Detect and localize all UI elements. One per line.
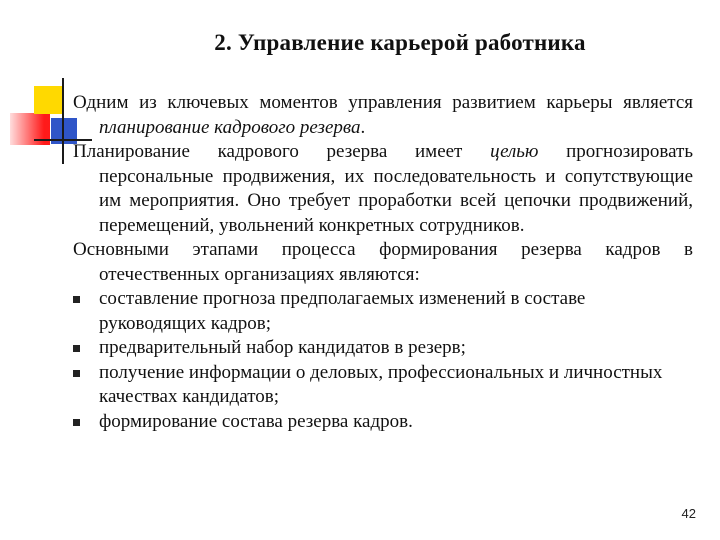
square-bullet-icon bbox=[73, 345, 80, 352]
square-bullet-icon bbox=[73, 296, 80, 303]
list-item-text: составление прогноза предполагаемых изменений в составе руководящих кадров; bbox=[99, 288, 586, 334]
list-item bbox=[73, 336, 693, 361]
square-bullet-icon bbox=[73, 370, 80, 377]
list-item bbox=[73, 361, 693, 410]
slide-title bbox=[0, 30, 720, 56]
square-bullet-icon bbox=[73, 419, 80, 426]
page-number: 42 bbox=[681, 506, 696, 521]
paragraph-1 bbox=[73, 91, 693, 140]
list-item-text: предварительный набор кандидатов в резерв; bbox=[99, 337, 466, 358]
paragraph-3 bbox=[73, 238, 693, 287]
stages-list bbox=[73, 287, 693, 434]
paragraph-2-text-end: прогнозировать персональные продвижения, их последовательность и сопутствующие им мероприятия. Оно требует проработки всей цепочки продвижений, перемещений, увольнений конкретных сотрудников. bbox=[99, 141, 694, 236]
paragraph-1-emphasis: планирование кадрового резерва bbox=[99, 116, 361, 138]
paragraph-2 bbox=[73, 140, 693, 238]
paragraph-3-text: Основными этапами процесса формирования резерва кадров в отечественных организациях являются: bbox=[73, 239, 693, 285]
slide-body bbox=[73, 91, 693, 434]
list-item-text: получение информации о деловых, профессиональных и личностных качествах кандидатов; bbox=[99, 361, 663, 407]
list-item bbox=[73, 410, 693, 435]
paragraph-1-text-end: . bbox=[360, 116, 366, 138]
list-item bbox=[73, 287, 693, 336]
paragraph-2-text: Планирование кадрового резерва имеет bbox=[73, 141, 491, 162]
paragraph-1-text: Одним из ключевых моментов управления развитием карьеры является bbox=[73, 92, 693, 113]
list-item-text: формирование состава резерва кадров. bbox=[99, 410, 413, 432]
slide-title-text: 2. Управление карьерой работника bbox=[214, 30, 586, 55]
vertical-line-decoration bbox=[62, 78, 64, 164]
yellow-square-decoration bbox=[34, 86, 62, 114]
paragraph-2-emphasis: целью bbox=[490, 141, 539, 162]
